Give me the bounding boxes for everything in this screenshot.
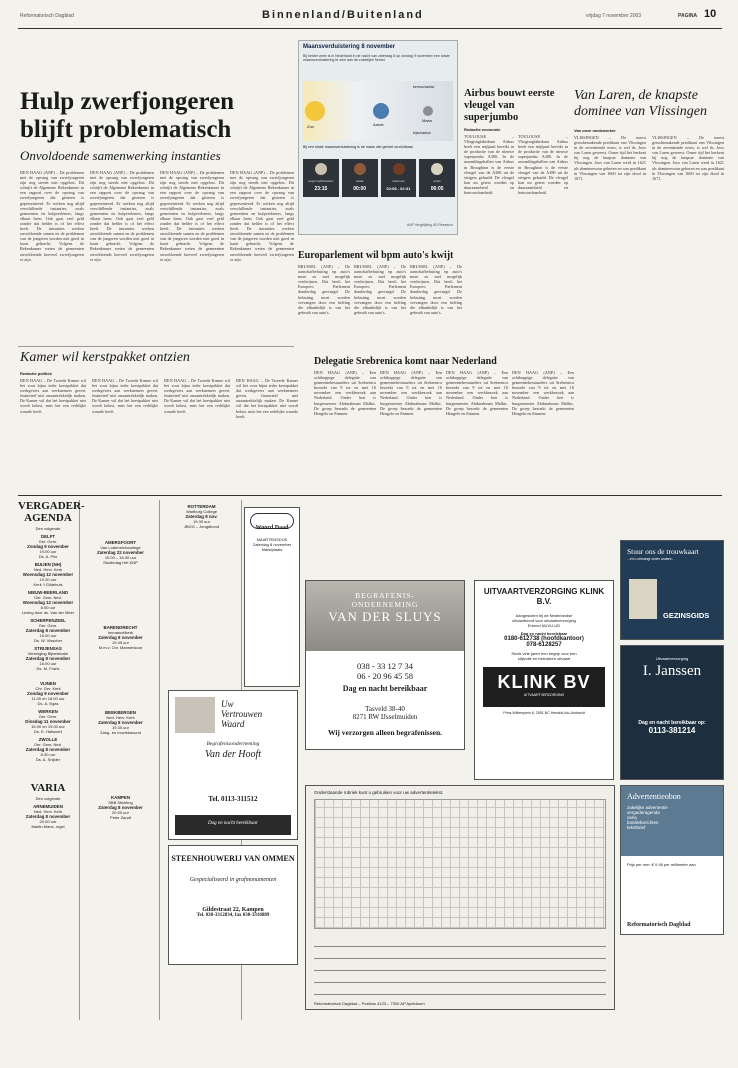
phase-1 xyxy=(303,159,339,197)
agenda-entry: AMERSFOORT Van Lodensteincollege Zaterdag 22 november 10.00 – 16.00 uur Studiedag Het KNP xyxy=(97,540,144,565)
phase-time: 06:05 xyxy=(430,186,444,192)
klink-phone-2: 078-6128257 xyxy=(526,642,562,648)
moon-phase-icon xyxy=(354,163,366,175)
klink-line: uitvaartbond voor uitvaartverzorging xyxy=(512,618,576,623)
gezinsgids-logo: GEZINSGIDS xyxy=(663,611,710,620)
form-grid[interactable] xyxy=(314,799,606,929)
vanlaren-headline: Van Laren, de knapste dominee van Vlissingen xyxy=(574,88,707,119)
europa-body-col2 xyxy=(354,264,406,344)
lead-headline: Hulp zwerfjongeren blijft problematisch xyxy=(20,88,235,143)
kamer-kicker: Redactie politiek xyxy=(20,371,52,376)
section-title: Binnenland/Buitenland xyxy=(262,9,424,21)
klink-line: Sinds vele jaren een begrip voor een xyxy=(511,651,577,656)
moon-infographic xyxy=(298,40,458,235)
airbus-kicker: Redactie economie xyxy=(464,127,501,132)
agenda-entry: KAMPEN SBB Stichting Zaterdag 8 november 20.00 uur Peter Zandt xyxy=(98,795,143,820)
hooft-t2: Vertrouwen xyxy=(221,709,263,719)
phase-label: einde xyxy=(433,179,441,183)
vanlaren-body-col1 xyxy=(574,135,646,335)
core-shadow-label: kernschaduw xyxy=(413,85,435,89)
moon-credit: ANP Vergelijking AD Research xyxy=(406,223,453,227)
bon-item: zakelijke advertentie xyxy=(627,805,668,810)
kamer-col3 xyxy=(164,378,230,488)
srebrenica-col4 xyxy=(512,370,574,490)
klink-phone: 0180-612738 (hoofdkantoor) xyxy=(504,636,584,642)
janssen-top: Uitvaartverzorging xyxy=(655,656,689,661)
agenda-entry: STRIJENSAS Vereniging Bijbelstudie Zaterdag 8 november 16.00 uur Ds. M. Frank xyxy=(25,646,71,671)
header-bar xyxy=(12,8,726,26)
klink-ad xyxy=(474,580,614,780)
phase-label: totaal xyxy=(355,179,364,183)
europa-headline: Europarlement wil bpm auto's kwijt xyxy=(298,250,454,261)
bon-brand: Reformatorisch Dagblad xyxy=(627,922,691,928)
bon-item: vergaderagenda xyxy=(627,810,660,815)
phase-3 xyxy=(381,159,417,197)
agenda-entry: BEEKBERGEN Ned. Herv. Kerk Zaterdag 8 november 19.30 uur Zang- en muziekavond xyxy=(98,710,143,735)
woord-daad-name: Woord Daad xyxy=(255,525,289,531)
sluys-photo-banner xyxy=(306,581,464,651)
agenda-entry: VIJNEN Chr. Ger. Kerk Zondag 9 november 11.00 en 18.00 uur Ds. A. Egas xyxy=(27,681,69,706)
lead-body-col3 xyxy=(160,170,224,350)
agenda-entry: BARENDRECHT Immanuëlkerk Zaterdag 8 november 19.45 uur M.m.v. Chr. Mannenkoor xyxy=(98,625,143,650)
hooft-sub: Begrafenisonderneming xyxy=(206,741,260,747)
lead-subheadline: Onvoldoende samenwerking instanties xyxy=(20,148,221,163)
earth-icon xyxy=(373,103,389,119)
van-der-hooft-ad xyxy=(168,690,298,840)
sluys-city: 8271 RW IJsselmuiden xyxy=(352,713,418,721)
klink-line: Erkend NUVU-UD xyxy=(527,623,561,628)
klink-logo-box xyxy=(483,667,605,707)
kamer-headline: Kamer wil kerstpakket ontzien xyxy=(20,350,190,365)
sun-label: Zon xyxy=(307,124,314,129)
trouwkaart-sub: ...en u ontvangt onder andere... xyxy=(627,557,675,561)
varia-subtitle: Den volgende xyxy=(35,796,61,801)
half-shadow-label: bijschaduw xyxy=(413,131,431,135)
sluys-line-3: VAN DER SLUYS xyxy=(328,609,442,624)
europa-body-col3 xyxy=(410,264,462,344)
phase-row xyxy=(303,159,455,197)
europa-body-col1 xyxy=(298,264,350,344)
phase-4 xyxy=(419,159,455,197)
hooft-name: Van der Hooft xyxy=(204,749,262,760)
moon-title: Maansverduistering 8 november xyxy=(303,44,396,50)
trouwkaart-title: Stuur ons de trouwkaart xyxy=(627,547,699,556)
vanlaren-kicker: Van onze medewerker xyxy=(574,128,616,133)
agenda-entry: DELFT Ger. Gem. Zondag 9 november 19.00 uur Ds. A. Pilo xyxy=(27,534,69,559)
steen-tel: Tel. 038-3312834, fax 038-3316889 xyxy=(196,913,270,918)
lead-body-cont3: DEN HAAG (ANP) – De problemen met de opvang van zwerfjongeren zijn nog steeds niet opgelost. Dit schrijft de Algemene Rekenkamer in een rapport over de opvang van zwerfjongeren dat gisteren is gepresenteerd. Er werken nog altijd verschillende instanties, zoals gemeenten en hulpverleners, langs elkaar heen. Ook gaat veel geld zonder dat helder is of het effect heeft. De instanties werken onvoldoende samen en de problemen van de jongeren worden niet goed in kaart gebracht. Volgens de Rekenkamer weten de gemeenten onvoldoende hoeveel zwerfjongeren er zijn. xyxy=(230,170,294,262)
vanlaren-body: VLISSINGEN – De meest geruchtmakende predikant van Vlissingen in de zeventiende eeuw, is wel ds. Joos van Laren geweest. Onzer tijd bet herkent hij nog de knapste dominee van Vlissingen. Joos van Laren werd in 1621 als domineesoon geboren en was predikant in Vlissingen van 1660 tot zijn dood in 1671. xyxy=(574,135,646,181)
sluys-day-night: Dag en nacht bereikbaar xyxy=(342,684,428,693)
advertentiebon xyxy=(620,785,724,935)
janssen-phone-label: Dag en nacht bereikbaar op: xyxy=(638,720,706,726)
agenda-column-2 xyxy=(82,500,160,1020)
srebrenica-body-cont: DEN HAAG (ANP) – Een achtkoppige delegatie van gemeentebestuurders uit Srebrenica bezoekt van 9 tot en met 16 november een werkbezoek aan Nederland. Onder hen is burgemeester Abdurahman Malkic. De groep bezoekt de gemeenten Hengelo en Emmen. xyxy=(380,370,442,416)
hooft-t1: Uw xyxy=(221,699,234,709)
phase-time: 02:08 - 02:31 xyxy=(386,186,411,191)
sluys-address: Tasveld 38-40 xyxy=(365,705,405,713)
bon-header xyxy=(621,786,723,856)
agenda-entry: WERKEN Ger. Gem. Dinsdag 11 november 15.00 en 19.00 uur Ds. E. Hafwoert xyxy=(25,709,71,734)
klink-logo-sub: UITVAARTVERZORGING xyxy=(523,693,565,697)
kamer-body-cont3: DEN HAAG – De Tweede Kamer wil het voor bijna ieder kerstpakket dat werkgevers aan werknemers geven, financieel niet onaantrekkelijk maken. De Kamer wil dat het kerstpakket niet wordt belast, mits het een redelijke waarde heeft. xyxy=(236,378,298,419)
bon-item: familieberichten xyxy=(627,820,659,825)
bon-title: Advertentieobon xyxy=(627,792,681,801)
hooft-tel: Tel. 0113-311512 xyxy=(208,795,258,803)
steenhouwerij-ad xyxy=(168,845,298,965)
sluys-phone-2: 06 - 20 96 45 58 xyxy=(357,671,413,681)
kamer-col1 xyxy=(20,378,86,488)
moon-label: Maan xyxy=(422,118,433,123)
van-der-sluys-ad xyxy=(305,580,465,750)
sluys-phone: 038 - 33 12 7 34 xyxy=(357,661,413,671)
agenda-column xyxy=(18,500,85,1020)
agenda-entry: BUIJEN (NH) Ned. Herv. Kerk Woensdag 12 november 19.30 uur Kerk 't Gildehuis xyxy=(22,562,74,587)
woord-daad-body: MAARTENSDIJK Zaterdag 8 november Marktplaats xyxy=(252,537,292,552)
agenda-entry: ROTTERDAM Wartburg College Zaterdag 8 nov. 19.30 uur JBGG – Jeugdbond xyxy=(183,504,220,529)
srebrenica-col3 xyxy=(446,370,508,490)
form-footer: Reformatorisch Dagblad – Postbus 4123 – 7300 AP Apeldoorn xyxy=(314,1001,425,1006)
janssen-ad xyxy=(620,645,724,780)
moon-intro: Bij helder weer is in Nederland in de nacht van zaterdag 8 op zondag 9 november een totale maansverduistering te zien aan de zuidelijke hemel. xyxy=(303,54,450,63)
sluys-line-1: BEGRAFENIS- xyxy=(355,591,415,600)
moon-phase-icon xyxy=(431,163,443,175)
kamer-body: DEN HAAG – De Tweede Kamer wil het voor bijna ieder kerstpakket dat werkgevers aan werknemers geven, financieel niet onaantrekkelijk maken. De Kamer wil dat het kerstpakket niet wordt belast, mits het een redelijke waarde heeft. xyxy=(20,378,86,414)
form-heading: Onderstaande rubriek kunt u gebruiken voor uw advertentietekst. xyxy=(314,790,444,795)
varia-entry: ARNEMUIDEN Ned. Herv. Kerk Zaterdag 8 november 20.00 uur Martin Mans, orgel xyxy=(25,804,71,829)
trouwkaart-ad xyxy=(620,540,724,640)
page-label: PAGINA xyxy=(678,13,698,19)
earth-label: Aarde xyxy=(373,122,384,127)
europa-body-cont: BRUSSEL (ANP) – De aanschafbelasting op auto's moet zo snel mogelijk verdwijnen. Dat heeft het Europees Parlement donderdag gevraagd. De belasting moet worden vervangen door een heffing die afhankelijk is van het gebruik van auto's. xyxy=(354,264,406,315)
bon-item: tekstbrief xyxy=(627,825,646,830)
hooft-footer: Dag en nacht bereikbaar xyxy=(175,815,291,835)
header-rule xyxy=(18,28,722,29)
issue-date: vrijdag 7 november 2003 xyxy=(586,13,642,19)
form-fields[interactable] xyxy=(314,935,606,995)
moon-phase-icon xyxy=(393,163,405,175)
lead-body-col1 xyxy=(20,170,84,350)
klink-title: UITVAARTVERZORGING KLINK B.V. xyxy=(483,587,605,606)
moon-caption: Bij een totale maansverduistering is de maan niet geheel onzichtbaar. xyxy=(303,145,414,149)
airbus-body-col2 xyxy=(518,134,568,334)
phase-time: 00:00 xyxy=(353,186,367,192)
europa-body: BRUSSEL (ANP) – De aanschafbelasting op auto's moet zo snel mogelijk verdwijnen. Dat heeft het Europees Parlement donderdag gevraagd. De belasting moet worden vervangen door een heffing die afhankelijk is van het gebruik van auto's. xyxy=(298,264,350,315)
vanlaren-body-cont: VLISSINGEN – De meest geruchtmakende predikant van Vlissingen in de zeventiende eeuw, is wel ds. Joos van Laren geweest. Onzer tijd bet herkent hij nog de knapste dominee van Vlissingen. Joos van Laren werd in 1621 als domineesoon geboren en was predikant in Vlissingen van 1660 tot zijn dood in 1671. xyxy=(652,135,724,181)
lead-body-cont2: DEN HAAG (ANP) – De problemen met de opvang van zwerfjongeren zijn nog steeds niet opgelost. Dit schrijft de Algemene Rekenkamer in een rapport over de opvang van zwerfjongeren dat gisteren is gepresenteerd. Er werken nog altijd verschillende instanties, zoals gemeenten en hulpverleners, langs elkaar heen. Ook gaat veel geld zonder dat helder is of het effect heeft. De instanties werken onvoldoende samen en de problemen van de jongeren worden niet goed in kaart gebracht. Volgens de Rekenkamer weten de gemeenten onvoldoende hoeveel zwerfjongeren er zijn. xyxy=(160,170,224,262)
moon-icon xyxy=(423,106,433,116)
phase-2 xyxy=(342,159,378,197)
airbus-headline: Airbus bouwt eerste vleugel van superjumbo xyxy=(464,88,555,123)
srebrenica-col1 xyxy=(314,370,376,490)
sluys-tagline: Wij verzorgen alleen begrafenissen. xyxy=(327,728,442,737)
trouwkaart-book xyxy=(629,579,657,619)
klink-logo: KLINK BV xyxy=(497,672,591,692)
sluys-line-2: ONDERNEMING xyxy=(351,600,419,609)
klink-line: stijlvolle en betrokken uitvaart xyxy=(517,656,571,661)
lead-body: DEN HAAG (ANP) – De problemen met de opvang van zwerfjongeren zijn nog steeds niet opgelost. Dit schrijft de Algemene Rekenkamer in een rapport over de opvang van zwerfjongeren dat gisteren is gepresenteerd. Er werken nog altijd verschillende instanties, zoals gemeenten en hulpverleners, langs elkaar heen. Ook gaat veel geld zonder dat helder is of het effect heeft. De instanties werken onvoldoende samen en de problemen van de jongeren worden niet goed in kaart gebracht. Volgens de Rekenkamer weten de gemeenten onvoldoende hoeveel zwerfjongeren er zijn. xyxy=(20,170,84,262)
agenda-list xyxy=(18,534,78,762)
moon-phase-icon xyxy=(315,163,327,175)
bon-item: varia xyxy=(627,815,637,820)
steen-address: Gildestraat 22, Kampen xyxy=(202,907,264,913)
sun-icon xyxy=(305,101,325,121)
srebrenica-body: DEN HAAG (ANP) – Een achtkoppige delegatie van gemeentebestuurders uit Srebrenica bezoekt van 9 tot en met 16 november een werkbezoek aan Nederland. Onder hen is burgemeester Abdurahman Malkic. De groep bezoekt de gemeenten Hengelo en Emmen. xyxy=(314,370,376,416)
agenda-entry: ZWOLLE Ger. Gem. Ned. Zaterdag 8 november 8.30 uur Ds. A. Snijder xyxy=(25,737,71,762)
kamer-body-cont2: DEN HAAG – De Tweede Kamer wil het voor bijna ieder kerstpakket dat werkgevers aan werknemers geven, financieel niet onaantrekkelijk maken. De Kamer wil dat het kerstpakket niet wordt belast, mits het een redelijke waarde heeft. xyxy=(164,378,230,414)
klink-address: Prins Willemplein 6, 2951 BC Hendrik-Ido-Ambacht xyxy=(503,711,585,715)
klink-line: Aangesloten bij de Nederlandse xyxy=(515,613,573,618)
agenda-entry: SCHERPENZEEL Ger. Gem. Zaterdag 8 november 15.00 uur Ds. W. Visscher xyxy=(25,618,71,643)
kamer-col2 xyxy=(92,378,158,488)
europa-body-cont2: BRUSSEL (ANP) – De aanschafbelasting op auto's moet zo snel mogelijk verdwijnen. Dat heeft het Europees Parlement donderdag gevraagd. De belasting moet worden vervangen door een heffing die afhankelijk is van het gebruik van auto's. xyxy=(410,264,462,315)
janssen-name: I. Janssen xyxy=(642,663,702,679)
lead-body-col4 xyxy=(230,170,294,350)
steen-spec: Gespecialiseerd in grafmonumenten xyxy=(189,877,277,883)
phase-label: begin halfschaduw xyxy=(308,179,334,183)
hooft-t3: Waard xyxy=(221,719,245,729)
agenda-subtitle: Den volgende xyxy=(35,526,61,531)
airbus-body: TOULOUSE – Vliegtuigfabrikant Airbus heeft een mijlpaal bereikt in de productie van de nieuwe superjumbo A380. In de assemblagehallen van Airbus in Broughton is de eerste vleugel van de A380 uit de steigers gehaald. De vleugel kan nu getest worden op duurzaamheid en betrouwbaarheid. xyxy=(464,134,514,196)
agenda-title: VERGADER-AGENDA xyxy=(18,500,85,524)
advertentie-form xyxy=(305,785,615,1010)
lead-body-cont: DEN HAAG (ANP) – De problemen met de opvang van zwerfjongeren zijn nog steeds niet opgelost. Dit schrijft de Algemene Rekenkamer in een rapport over de opvang van zwerfjongeren dat gisteren is gepresenteerd. Er werken nog altijd verschillende instanties, zoals gemeenten en hulpverleners, langs elkaar heen. Ook gaat veel geld zonder dat helder is of het effect heeft. De instanties werken onvoldoende samen en de problemen van de jongeren worden niet goed in kaart gebracht. Volgens de Rekenkamer weten de gemeenten onvoldoende hoeveel zwerfjongeren er zijn. xyxy=(90,170,154,262)
airbus-body-cont: TOULOUSE – Vliegtuigfabrikant Airbus heeft een mijlpaal bereikt in de productie van de nieuwe superjumbo A380. In de assemblagehallen van Airbus in Broughton is de eerste vleugel van de A380 uit de steigers gehaald. De vleugel kan nu getest worden op duurzaamheid en betrouwbaarheid. xyxy=(518,134,568,196)
bon-footer: Prijs per mm: € 0,96 per millimeter aan xyxy=(627,862,696,867)
srebrenica-headline: Delegatie Srebrenica komt naar Nederland xyxy=(314,356,497,367)
kamer-body-cont: DEN HAAG – De Tweede Kamer wil het voor bijna ieder kerstpakket dat werkgevers aan werknemers geven, financieel niet onaantrekkelijk maken. De Kamer wil dat het kerstpakket niet wordt belast, mits het een redelijke waarde heeft. xyxy=(92,378,158,414)
srebrenica-body-cont2: DEN HAAG (ANP) – Een achtkoppige delegatie van gemeentebestuurders uit Srebrenica bezoekt van 9 tot en met 16 november een werkbezoek aan Nederland. Onder hen is burgemeester Abdurahman Malkic. De groep bezoekt de gemeenten Hengelo en Emmen. xyxy=(446,370,508,416)
steen-name: STEENHOUWERIJ VAN OMMEN xyxy=(171,854,295,863)
srebrenica-body-cont3: DEN HAAG (ANP) – Een achtkoppige delegatie van gemeentebestuurders uit Srebrenica bezoekt van 9 tot en met 16 november een werkbezoek aan Nederland. Onder hen is burgemeester Abdurahman Malkic. De groep bezoekt de gemeenten Hengelo en Emmen. xyxy=(512,370,574,416)
hooft-photo xyxy=(175,697,215,733)
ads-rule xyxy=(18,495,722,496)
kamer-rule xyxy=(18,346,294,347)
phase-label: maximum xyxy=(391,179,405,183)
srebrenica-col2 xyxy=(380,370,442,490)
kamer-col4 xyxy=(236,378,298,488)
agenda-entry: NIEUW-BEERLAND Ger. Gem. Ned. Woensdag 12 november 8.00 uur Lezing door ds. Van der Meer xyxy=(21,590,75,615)
woord-daad-ad xyxy=(244,507,300,687)
publication-name: Reformatorisch Dagblad xyxy=(20,13,74,19)
phase-time: 23:15 xyxy=(314,186,328,192)
woord-daad-logo xyxy=(250,513,294,529)
varia-title: VARIA xyxy=(30,782,66,794)
page-number: 10 xyxy=(704,8,717,20)
lead-body-col2 xyxy=(90,170,154,350)
eclipse-diagram xyxy=(303,81,453,141)
klink-line: Dag en nacht bereikbaar xyxy=(520,631,568,636)
airbus-body-col1 xyxy=(464,134,514,334)
vanlaren-body-col2 xyxy=(652,135,724,335)
janssen-phone: 0113-381214 xyxy=(648,726,696,735)
